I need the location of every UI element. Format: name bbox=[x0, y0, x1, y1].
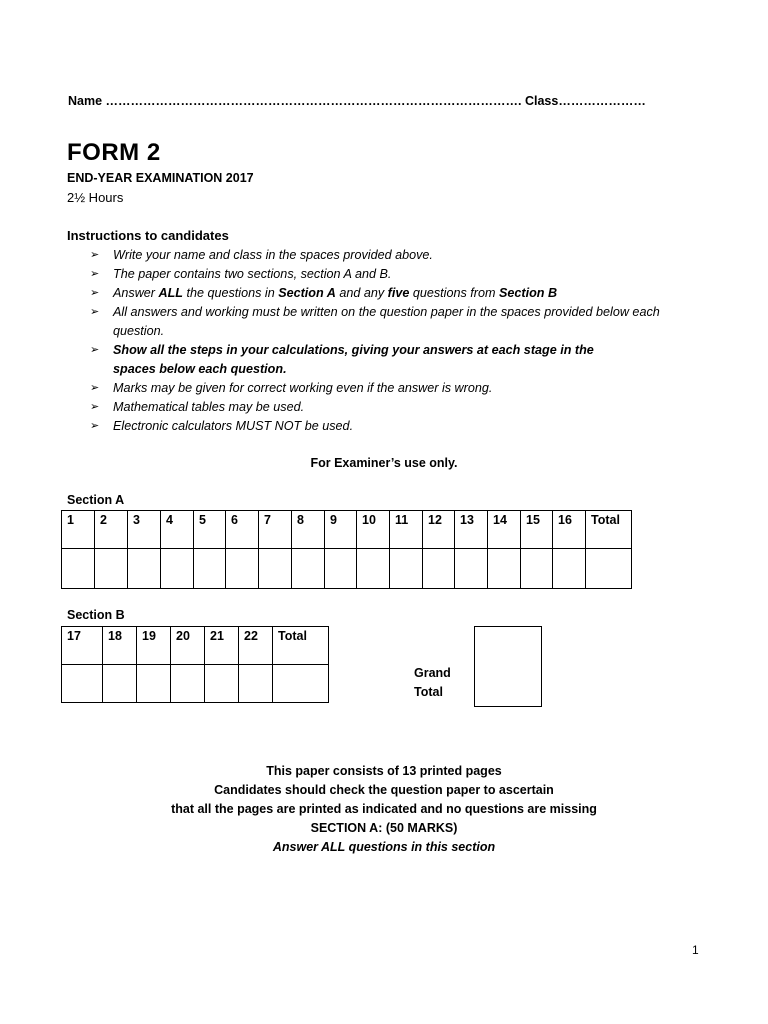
marks-cell bbox=[95, 549, 128, 589]
arrow-bullet-icon: ➢ bbox=[90, 420, 100, 432]
question-cell: 4 bbox=[161, 511, 194, 549]
marks-cell bbox=[325, 549, 357, 589]
arrow-bullet-icon: ➢ bbox=[90, 249, 100, 261]
question-cell: 2 bbox=[95, 511, 128, 549]
instructions-list bbox=[90, 246, 690, 436]
marks-cell bbox=[586, 549, 632, 589]
marks-cell bbox=[161, 549, 194, 589]
question-cell: 18 bbox=[103, 627, 137, 665]
question-cell: 1 bbox=[62, 511, 95, 549]
marks-cell bbox=[171, 665, 205, 703]
question-cell: 19 bbox=[137, 627, 171, 665]
question-cell: 6 bbox=[226, 511, 259, 549]
instruction-item: ➢ Show all the steps in your calculations, giving your answers at each stage in the spaces below each question. bbox=[90, 343, 594, 376]
question-cell: 3 bbox=[128, 511, 161, 549]
check-note: Candidates should check the question paper to ascertain bbox=[214, 783, 554, 797]
marks-cell bbox=[259, 549, 292, 589]
marks-cell bbox=[423, 549, 455, 589]
instruction-item: ➢ Electronic calculators MUST NOT be used. bbox=[90, 417, 690, 436]
arrow-bullet-icon: ➢ bbox=[90, 401, 100, 413]
section-b-label: Section B bbox=[67, 608, 125, 622]
question-cell: 5 bbox=[194, 511, 226, 549]
section-a-heading: SECTION A: (50 MARKS) bbox=[310, 821, 458, 835]
arrow-bullet-icon: ➢ bbox=[90, 287, 100, 299]
question-cell: 9 bbox=[325, 511, 357, 549]
marks-cell bbox=[390, 549, 423, 589]
examiner-use-note: For Examiner’s use only. bbox=[310, 456, 458, 470]
page-number: 1 bbox=[692, 943, 699, 957]
marks-cell bbox=[357, 549, 390, 589]
instruction-item: ➢ Answer ALL the questions in Section A and any five questions from Section B bbox=[90, 284, 690, 303]
question-cell: 8 bbox=[292, 511, 325, 549]
marks-row bbox=[62, 665, 329, 703]
marks-cell bbox=[128, 549, 161, 589]
exam-duration: 2½ Hours bbox=[67, 190, 124, 205]
paper-notes bbox=[0, 762, 768, 857]
marks-cell bbox=[103, 665, 137, 703]
marks-cell bbox=[62, 549, 95, 589]
marks-cell bbox=[455, 549, 488, 589]
instruction-item: ➢ Write your name and class in the spaces provided above. bbox=[90, 246, 690, 265]
question-cell: 17 bbox=[62, 627, 103, 665]
marks-cell bbox=[205, 665, 239, 703]
question-cell: 11 bbox=[390, 511, 423, 549]
marks-cell bbox=[239, 665, 273, 703]
header-row bbox=[62, 627, 329, 665]
form-title: FORM 2 bbox=[67, 139, 161, 166]
section-a-score-table bbox=[61, 510, 632, 589]
question-cell: 15 bbox=[521, 511, 553, 549]
question-cell: 13 bbox=[455, 511, 488, 549]
instruction-item: ➢ Mathematical tables may be used. bbox=[90, 398, 690, 417]
question-cell: 16 bbox=[553, 511, 586, 549]
arrow-bullet-icon: ➢ bbox=[90, 344, 100, 356]
instruction-item: ➢ All answers and working must be written on the question paper in the spaces provided below each question. bbox=[90, 305, 660, 338]
missing-note: that all the pages are printed as indicated and no questions are missing bbox=[171, 802, 597, 816]
section-b-score-table bbox=[61, 626, 329, 703]
exam-title: END-YEAR EXAMINATION 2017 bbox=[67, 171, 254, 185]
marks-cell bbox=[62, 665, 103, 703]
marks-row bbox=[62, 549, 632, 589]
arrow-bullet-icon: ➢ bbox=[90, 268, 100, 280]
instruction-item: ➢ Marks may be given for correct working even if the answer is wrong. bbox=[90, 379, 690, 398]
question-cell: 14 bbox=[488, 511, 521, 549]
question-cell: 12 bbox=[423, 511, 455, 549]
arrow-bullet-icon: ➢ bbox=[90, 382, 100, 394]
marks-cell bbox=[194, 549, 226, 589]
question-cell: 10 bbox=[357, 511, 390, 549]
grand-total-box bbox=[474, 626, 542, 707]
marks-cell bbox=[226, 549, 259, 589]
total-cell: Total bbox=[586, 511, 632, 549]
marks-cell bbox=[488, 549, 521, 589]
instruction-item: ➢ The paper contains two sections, section A and B. bbox=[90, 265, 690, 284]
marks-cell bbox=[553, 549, 586, 589]
grand-total-label: Grand Total bbox=[414, 666, 451, 699]
section-a-label: Section A bbox=[67, 493, 125, 507]
section-a-instruction: Answer ALL questions in this section bbox=[272, 840, 496, 854]
marks-cell bbox=[137, 665, 171, 703]
header-row bbox=[62, 511, 632, 549]
total-cell: Total bbox=[273, 627, 329, 665]
question-cell: 22 bbox=[239, 627, 273, 665]
question-cell: 7 bbox=[259, 511, 292, 549]
question-cell: 21 bbox=[205, 627, 239, 665]
question-cell: 20 bbox=[171, 627, 205, 665]
marks-cell bbox=[273, 665, 329, 703]
arrow-bullet-icon: ➢ bbox=[90, 306, 100, 318]
marks-cell bbox=[292, 549, 325, 589]
name-class-line: Name ………………………………………………………………………………………. Class………………… bbox=[68, 94, 646, 108]
pages-note: This paper consists of 13 printed pages bbox=[266, 764, 502, 778]
instructions-heading: Instructions to candidates bbox=[67, 228, 229, 243]
marks-cell bbox=[521, 549, 553, 589]
